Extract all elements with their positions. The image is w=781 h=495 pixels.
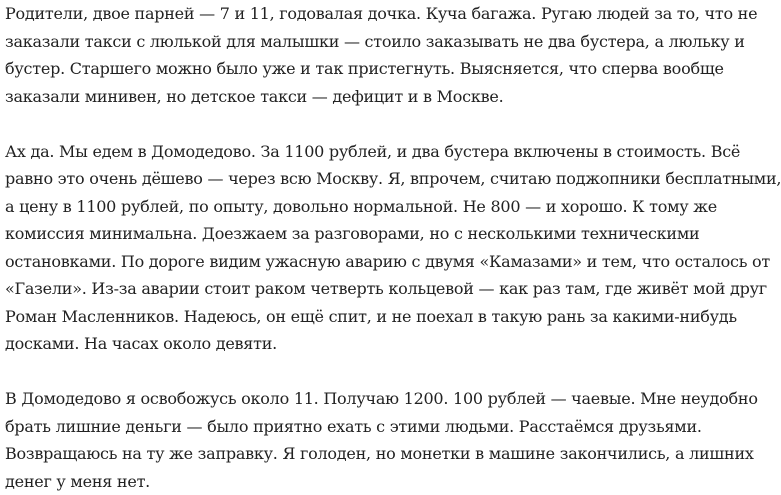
text-line: Ах да. Мы едем в Домодедово. За 1100 рублей, и два бустера включены в стоимость. Всё xyxy=(5,138,687,166)
text-line: денег у меня нет. xyxy=(5,468,687,495)
text-line: Возвращаюсь на ту же заправку. Я голоден, но монетки в машине закончились, а лишних xyxy=(5,440,687,468)
text-line: брать лишние деньги — было приятно ехать с этими людьми. Расстаёмся друзьями. xyxy=(5,413,687,441)
paragraph xyxy=(5,385,687,495)
text-line: Родители, двое парней — 7 и 11, годовалая дочка. Куча багажа. Ругаю людей за то, что не xyxy=(5,0,687,28)
paragraph-spacer xyxy=(5,358,687,386)
text-line: заказали минивен, но детское такси — дефицит и в Москве. xyxy=(5,83,687,111)
text-line: Роман Масленников. Надеюсь, он ещё спит, и не поехал в такую рань за какими-нибудь xyxy=(5,303,687,331)
text-line: В Домодедово я освобожусь около 11. Получаю 1200. 100 рублей — чаевые. Мне неудобно xyxy=(5,385,687,413)
article-body xyxy=(5,0,687,495)
paragraph xyxy=(5,0,687,110)
text-line: равно это очень дёшево — через всю Москву. Я, впрочем, считаю поджопники бесплатными, xyxy=(5,165,687,193)
text-line: досками. На часах около девяти. xyxy=(5,330,687,358)
text-line: а цену в 1100 рублей, по опыту, довольно нормальной. Не 800 — и хорошо. К тому же xyxy=(5,193,687,221)
paragraph xyxy=(5,138,687,358)
text-line: «Газели». Из-за аварии стоит раком четверть кольцевой — как раз там, где живёт мой друг xyxy=(5,275,687,303)
text-line: бустер. Старшего можно было уже и так пристегнуть. Выясняется, что сперва вообще xyxy=(5,55,687,83)
text-line: комиссия минимальна. Доезжаем за разговорами, но с несколькими техническими xyxy=(5,220,687,248)
text-line: остановками. По дороге видим ужасную аварию с двумя «Камазами» и тем, что осталось от xyxy=(5,248,687,276)
paragraph-spacer xyxy=(5,110,687,138)
text-line: заказали такси с люлькой для малышки — стоило заказывать не два бустера, а люльку и xyxy=(5,28,687,56)
